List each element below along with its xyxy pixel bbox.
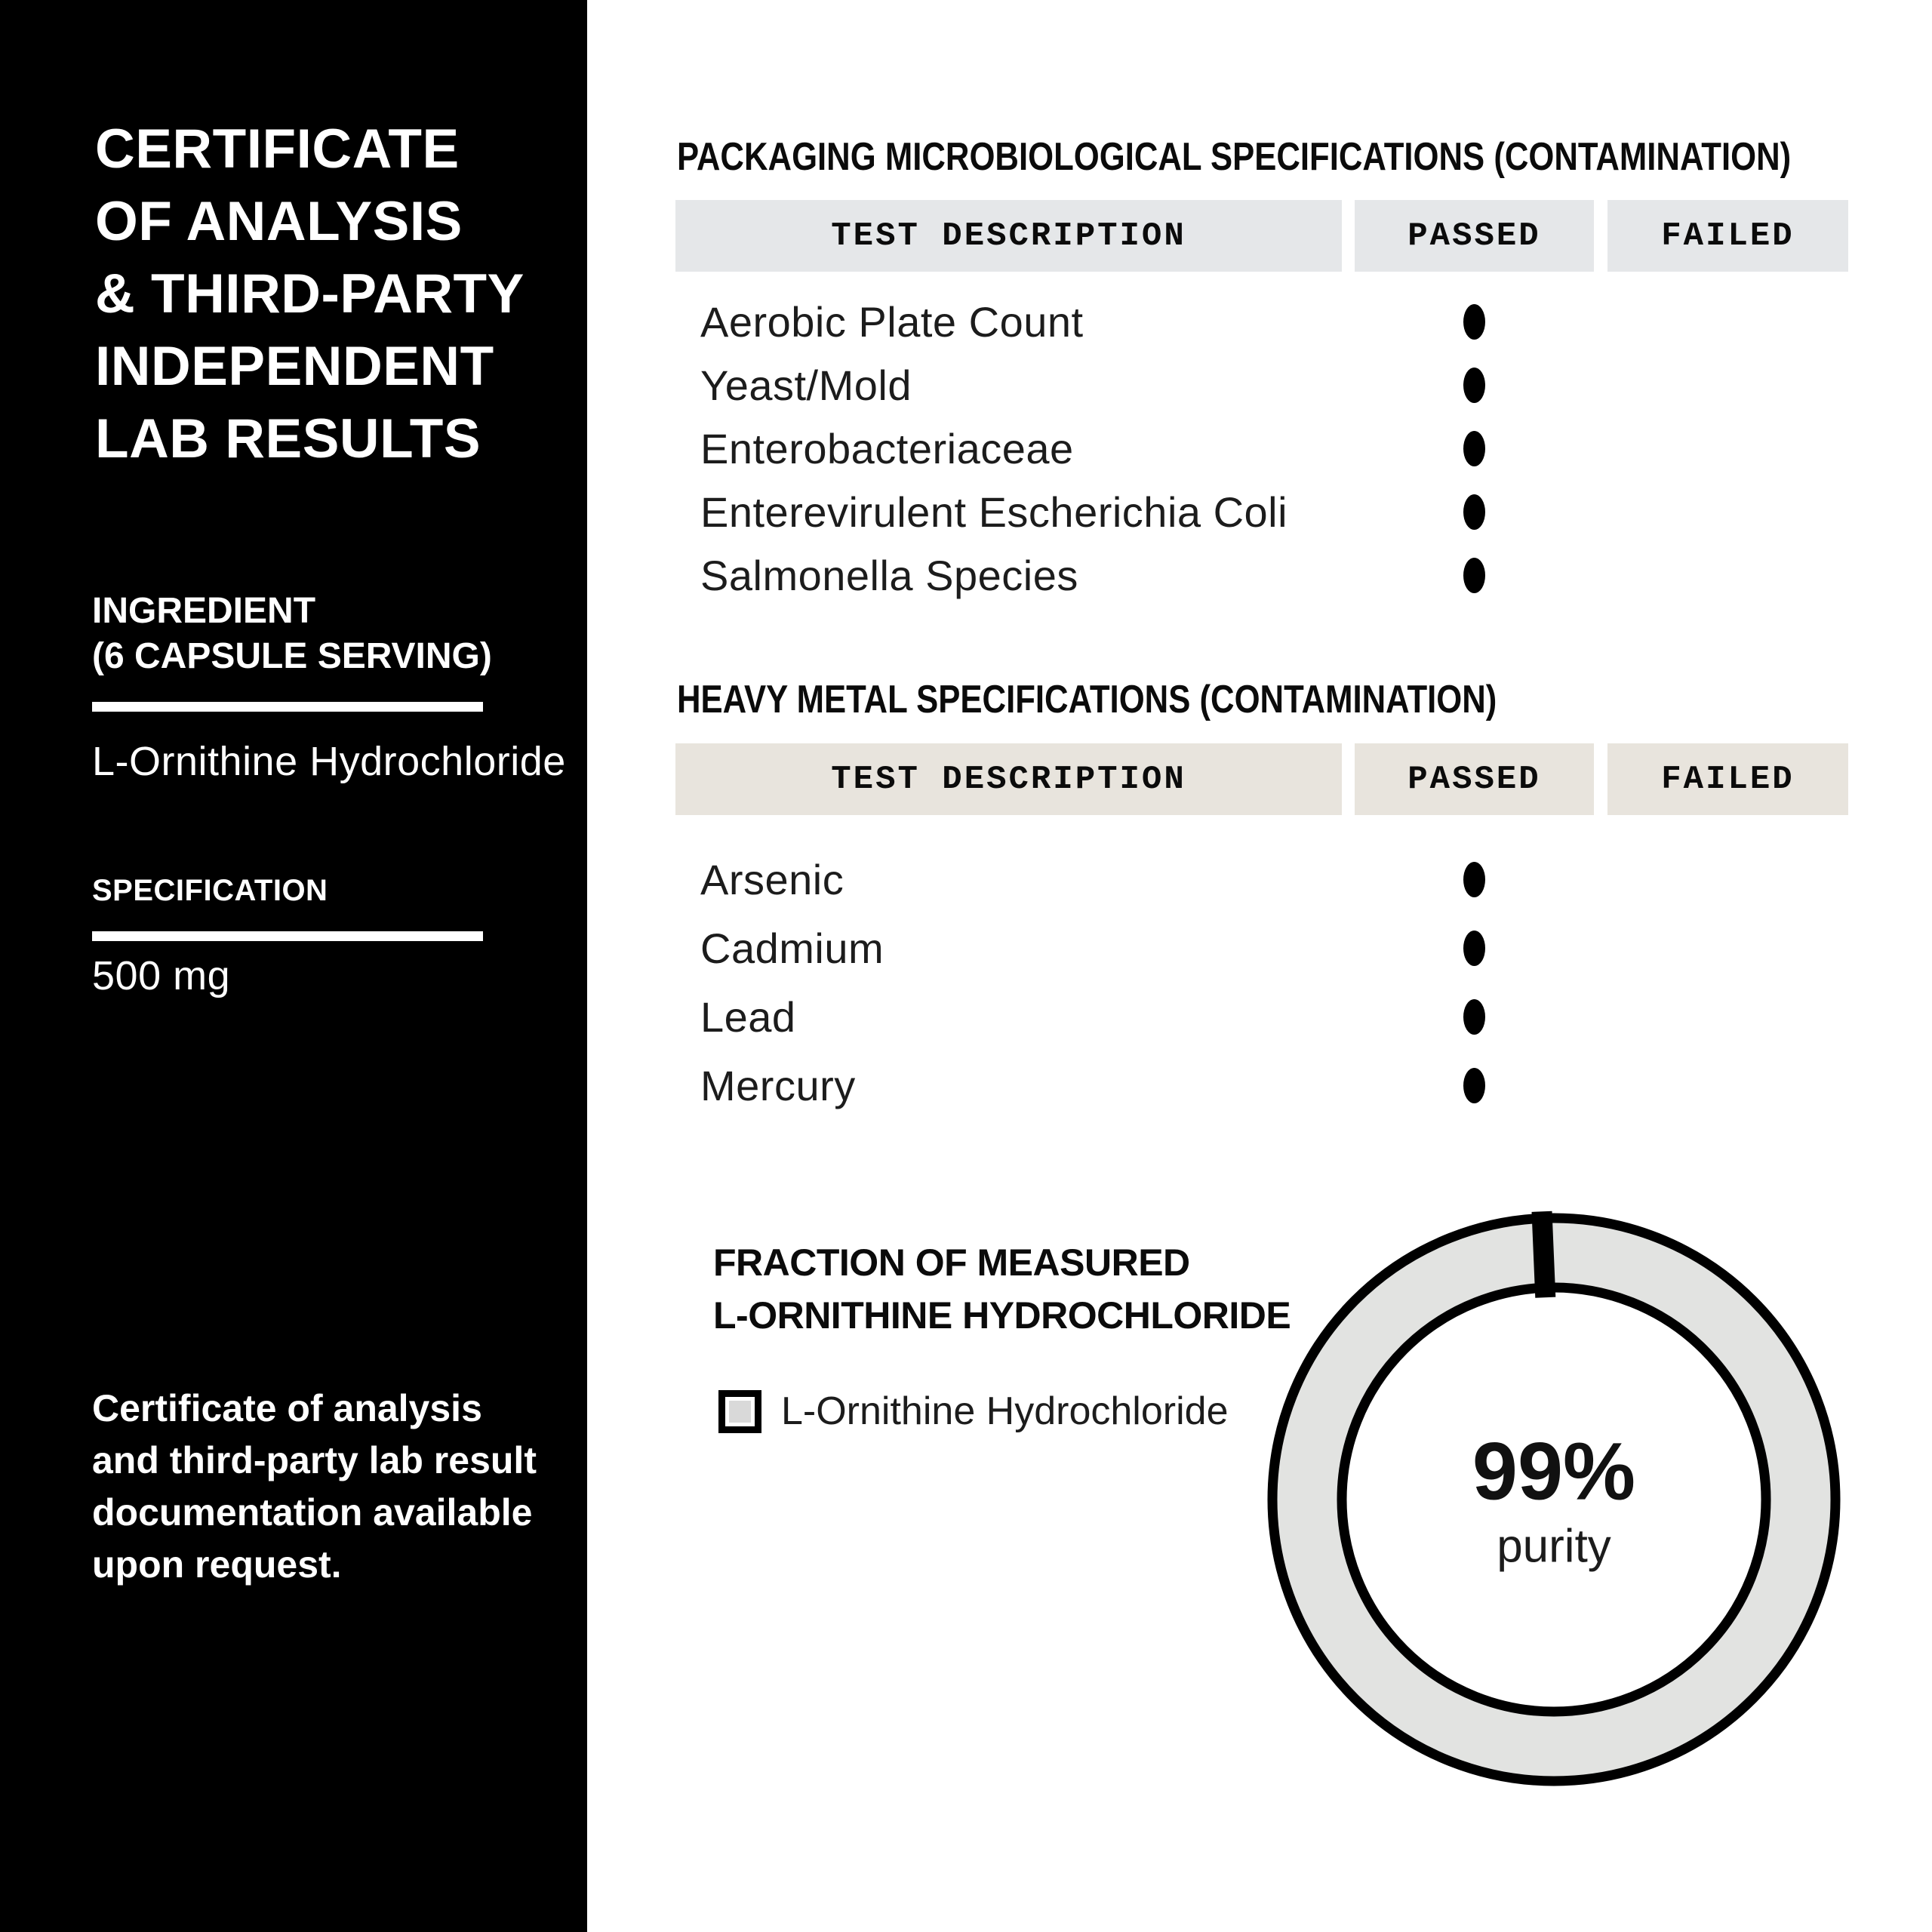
ingredient-heading-line2: (6 CAPSULE SERVING) [92,636,492,676]
page-title-line: CERTIFICATE [95,118,460,180]
passed-dot [1463,558,1485,593]
passed-dot [1463,931,1485,966]
purity-value: 99% [1472,1425,1636,1517]
ingredient-heading-line1: INGREDIENT [92,591,316,631]
passed-cell [1355,931,1594,966]
table-row [675,480,1848,543]
divider-bar [92,931,483,941]
micro-section-heading-text: PACKAGING MICROBIOLOGICAL SPECIFICATIONS (CONTAMINATION) [677,135,1792,179]
legend-label: L-Ornithine Hydrochloride [781,1389,1229,1433]
test-description-value: Aerobic Plate Count [700,297,1084,346]
donut-center-text [1472,1425,1636,1574]
test-description-value: Arsenic [700,856,844,903]
ingredient-value: L-Ornithine Hydrochloride [92,739,566,784]
heavy-metal-section-heading [677,677,1653,722]
divider-bar [92,702,483,712]
column-header-failed: FAILED [1607,743,1848,815]
test-description-value: Enterevirulent Escherichia Coli [700,488,1288,536]
test-description-value: Enterobacteriaceae [700,424,1074,472]
column-header-passed: PASSED [1355,200,1594,272]
specification-value: 500 mg [92,953,231,998]
donut-notch-slice [1542,1211,1546,1297]
table-row [675,353,1848,417]
page-title-line: OF ANALYSIS [95,191,463,252]
passed-cell [1355,431,1594,466]
table-row [675,417,1848,480]
passed-cell [1355,558,1594,593]
column-header-test-description: TEST DESCRIPTION [675,200,1342,272]
micro-section-heading [677,134,1932,180]
purity-label: purity [1497,1520,1611,1573]
passed-dot [1463,368,1485,403]
page-title-line: INDEPENDENT [95,336,494,397]
passed-dot [1463,431,1485,466]
specification-heading: SPECIFICATION [92,874,328,907]
table-row [675,845,1848,914]
passed-cell [1355,494,1594,530]
test-description-value: Cadmium [700,924,884,972]
passed-cell [1355,862,1594,897]
page-title-line: & THIRD-PARTY [95,263,525,325]
column-header-failed: FAILED [1607,200,1848,272]
heavy-metal-table-header [675,743,1848,815]
passed-dot [1463,494,1485,530]
fraction-heading-line2: L-ORNITHINE HYDROCHLORIDE [713,1294,1291,1337]
table-row [675,1051,1848,1120]
page-title-line: LAB RESULTS [95,408,481,469]
passed-dot [1463,304,1485,340]
fraction-section-heading [713,1236,1291,1342]
table-row [675,983,1848,1051]
table-row [675,290,1848,353]
page-title [95,113,525,475]
passed-dot [1463,999,1485,1035]
passed-dot [1463,1068,1485,1103]
test-description-value: Yeast/Mold [700,361,912,409]
fraction-heading-line1: FRACTION OF MEASURED [713,1241,1190,1284]
passed-cell [1355,999,1594,1035]
table-row [675,914,1848,983]
passed-dot [1463,862,1485,897]
passed-cell [1355,368,1594,403]
passed-cell [1355,1068,1594,1103]
ingredient-heading [92,589,492,679]
test-description-value: Mercury [700,1062,856,1109]
availability-footnote: Certificate of analysis and third-party lab result documentation available upon request. [92,1387,537,1586]
column-header-passed: PASSED [1355,743,1594,815]
donut-legend [718,1389,1229,1434]
table-row [675,543,1848,607]
column-header-test-description: TEST DESCRIPTION [675,743,1342,815]
test-description-value: Lead [700,993,796,1041]
micro-table-rows [675,290,1848,607]
legend-swatch-icon [718,1390,761,1433]
micro-table-header [675,200,1848,272]
passed-cell [1355,304,1594,340]
test-description-value: Salmonella Species [700,551,1078,599]
heavy-metal-table-rows [675,845,1848,1120]
heavy-metal-section-heading-text: HEAVY METAL SPECIFICATIONS (CONTAMINATION) [677,678,1497,721]
sidebar-panel [0,0,587,1932]
